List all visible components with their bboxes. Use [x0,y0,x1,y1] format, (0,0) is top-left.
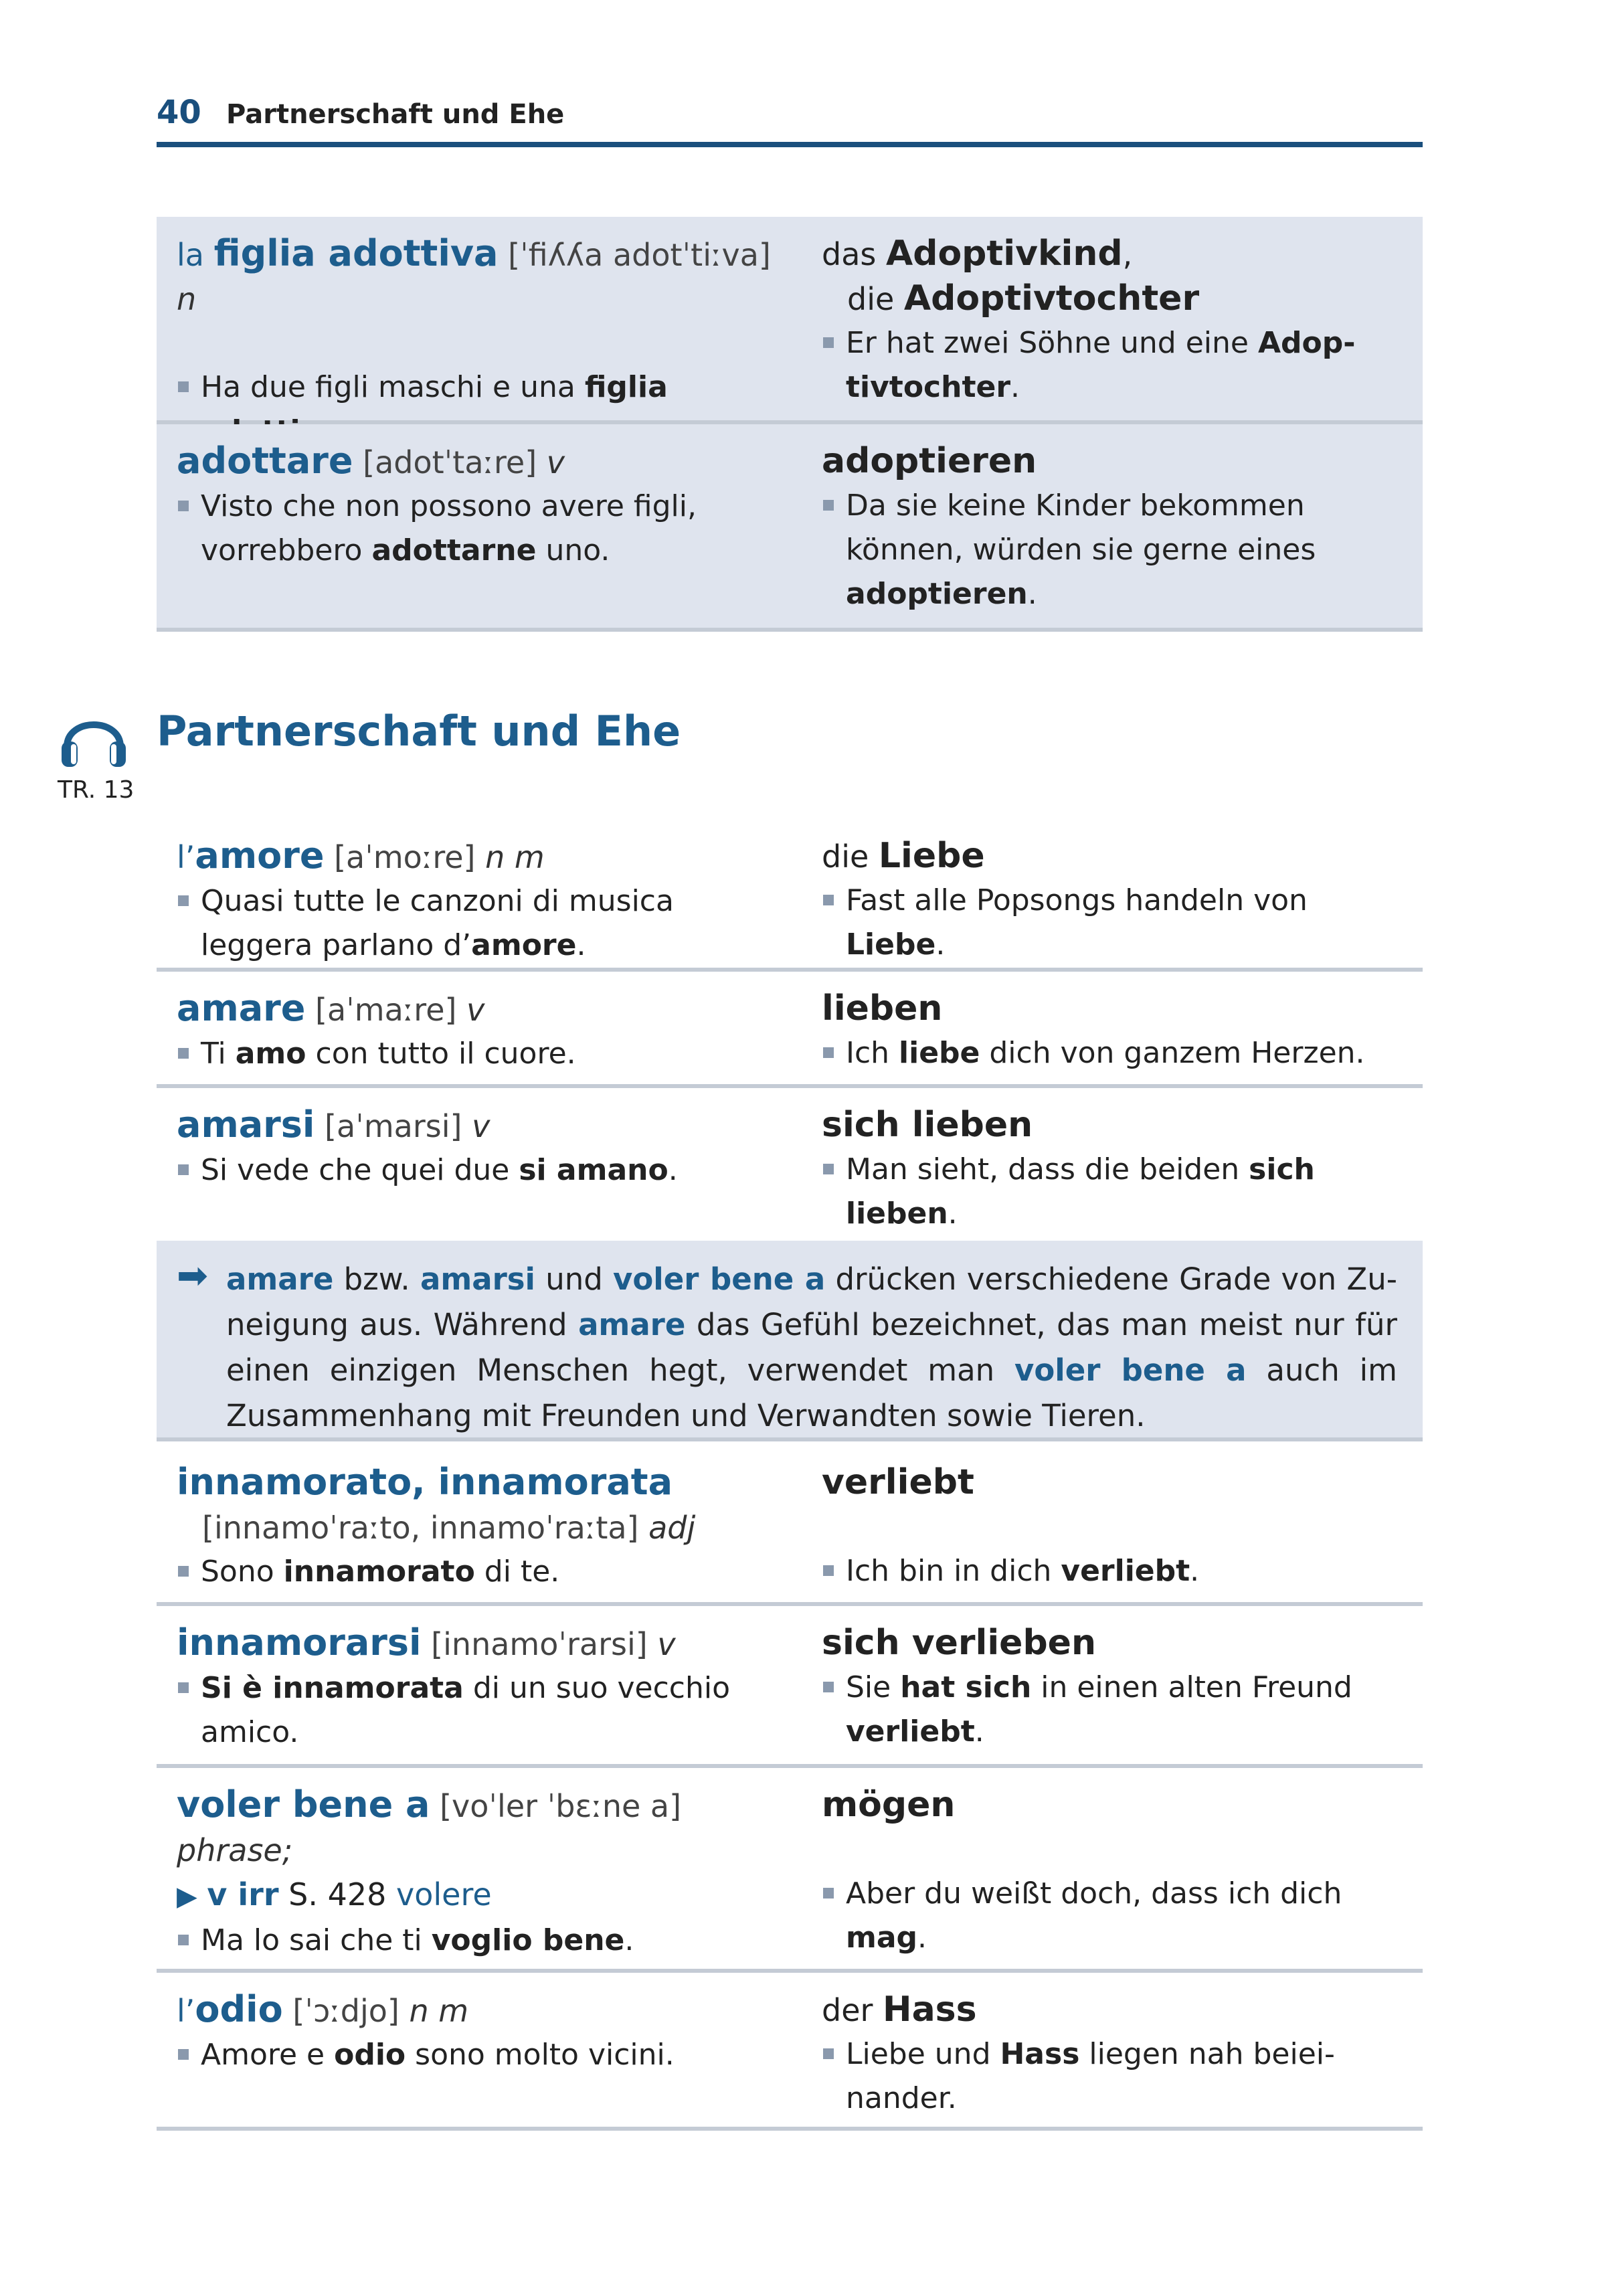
usage-note-text: amare bzw. amarsi und voler bene a drücken verschiedene Grade von Zuneigung aus. Während amare das Gefühl bezeichnet, das man meist nur für einen einzigen Menschen hegt, verwendet man voler bene a auch im Zusammenhang mit Freunden und Verwandten sowie Tieren. [226,1261,1398,1433]
example-italian: Ha due figli maschi e una figlia [177,365,779,454]
bullet-square-icon [823,1888,834,1898]
example-german: Fast alle Popsongs handeln von Liebe. [822,879,1411,967]
article: la [177,237,214,273]
entry-innamorarsi [157,1606,1423,1768]
entry-innamorato [157,1445,1423,1606]
pronunciation: [innamoˈraːto, innamoˈraːta] [202,1510,639,1546]
entry-italian [177,1103,779,1193]
cross-reference[interactable] [177,1872,779,1919]
entry-german: das Adoptivkind, die Adoptivtochter Er hat zwei Söhne und eine Adoptivtochter. [822,232,1411,410]
translation: sich verlieben [822,1623,1096,1663]
pronunciation: [aˈmoːre] [324,839,476,875]
entry-amarsi [157,1088,1423,1241]
example-italian: Amore e odio sono molto vicini. [177,2033,779,2077]
grammar-label: v [456,992,485,1028]
example-german: Ich liebe dich von ganzem Herzen. [822,1031,1411,1075]
entry-italian [177,232,779,454]
example-italian: Si vede che quei due si amano. [177,1148,779,1193]
bullet-square-icon [178,1164,189,1175]
entry-german [822,986,1411,1075]
entry-german [822,834,1411,967]
entry-amare [157,972,1423,1088]
bullet-square-icon [823,1047,834,1058]
entry-german [822,1103,1411,1236]
headword: innamorato, innamorata [177,1461,673,1503]
entry-italian [177,1988,779,2077]
headword: amore [195,834,325,877]
entry-german [822,1783,1411,1960]
grammar-label: v [647,1626,676,1662]
grammar-label: phrase; [177,1832,293,1868]
bullet-square-icon [823,2048,834,2059]
bullet-square-icon [178,2049,189,2060]
grammar-label: v [537,444,565,480]
entry-odio [157,1973,1423,2131]
entry-italian [177,1621,779,1755]
example-german: Ich bin in dich verliebt. [822,1549,1411,1593]
grammar-label: n [177,281,197,317]
reference-page: S. 428 [278,1876,397,1913]
track-label: TR. 13 [58,776,135,804]
example-german: Da sie keine Kinder bekommen können, würden sie gerne eines adoptieren. [822,484,1411,616]
entry-italian [177,1783,779,1963]
translation: Adoptivtochter [903,278,1200,319]
bullet-square-icon [823,895,834,905]
example-italian: Quasi tutte le canzoni di musica leggera parlano d’amore. [177,879,779,968]
article: l’ [177,839,195,875]
headword: odio [195,1988,283,2030]
entry-voler-bene-a [157,1768,1423,1973]
headword: adottare [177,440,353,482]
entry-italian [177,986,779,1076]
example-italian: Visto che non possono avere figli, vorrebbero adottarne uno. [177,484,779,573]
bullet-square-icon [178,381,189,392]
bullet-square-icon [823,1682,834,1692]
entry-figlia-adottiva [157,217,1423,424]
article: l’ [177,1993,195,2029]
running-title: Partnerschaft und Ehe [226,99,565,130]
example-german: Sie hat sich in einen alten Freund verliebt. [822,1666,1411,1754]
article: die [822,838,879,875]
grammar-label: adj [638,1510,696,1546]
pronunciation: [aˈmarsi] [315,1108,462,1144]
headword: figlia adottiva [213,232,499,274]
pronunciation: [ˈɔːdjo] [282,1993,399,2029]
triangle-right-icon: ▶ [177,1881,197,1912]
grammar-label: n m [475,839,545,875]
reference-target[interactable]: volere [396,1876,492,1913]
pronunciation: [aˈmaːre] [305,992,457,1028]
pronunciation: [innamoˈrarsi] [421,1626,648,1662]
translation: Hass [883,1990,977,2030]
headword: innamorarsi [177,1621,422,1664]
usage-note [157,1241,1423,1441]
entry-german [822,1988,1411,2121]
entry-italian [177,439,779,573]
example-italian: Ma lo sai che ti voglio bene. [177,1919,779,1963]
entry-german [822,1460,1411,1593]
bullet-square-icon [823,500,834,511]
translation: Liebe [878,836,985,876]
bullet-square-icon [823,337,834,348]
entry-adottare [157,424,1423,632]
headword: amarsi [177,1103,315,1146]
example-german: Er hat zwei Söhne und eine Adoptivtochter. [822,321,1411,410]
example-italian: Ti amo con tutto il cuore. [177,1032,779,1076]
pronunciation: [voˈler ˈbɛːne a] [430,1788,682,1824]
bullet-square-icon [823,1164,834,1174]
translation: lieben [822,988,943,1029]
headword: amare [177,987,306,1029]
pronunciation: [ˈfiʎʎa adotˈtiːva] [498,237,771,273]
example-german: Liebe und Hass liegen nah beieinander. [822,2032,1411,2121]
bullet-square-icon [178,1682,189,1693]
entry-italian [177,1460,779,1594]
page-number: 40 [157,94,201,131]
article: das [822,236,886,272]
headphones-icon [58,703,130,770]
translation: adoptieren [822,441,1037,481]
bullet-square-icon [178,1566,189,1577]
example-italian: Sono innamorato di te. [177,1550,779,1594]
headword: voler bene a [177,1783,430,1826]
grammar-label: v [462,1108,490,1144]
bullet-square-icon [178,1048,189,1059]
example-german: Aber du weißt doch, dass ich dich mag. [822,1872,1411,1960]
entry-italian [177,834,779,968]
entry-amore [157,819,1423,972]
example-german: Man sieht, dass die beiden sich lieben. [822,1148,1411,1236]
entry-german [822,439,1411,616]
article: der [822,1992,883,2028]
bullet-square-icon [178,895,189,906]
bullet-square-icon [178,501,189,511]
pronunciation: [adotˈtaːre] [353,444,537,480]
article: die [847,281,904,317]
translation: sich lieben [822,1105,1033,1145]
section-heading: Partnerschaft und Ehe [157,707,681,756]
grammar-label: n m [399,1993,469,2029]
bullet-square-icon [178,1935,189,1945]
translation: Adoptivkind [885,234,1123,274]
bullet-square-icon [823,1565,834,1576]
reference-label: v irr [207,1876,279,1913]
page-header [157,94,1423,147]
example-italian: Si è innamorata di un suo vecchio amico. [177,1666,779,1755]
translation: verliebt [822,1462,974,1502]
arrow-right-icon: ➡ [177,1254,208,1298]
translation: mögen [822,1785,956,1825]
entry-german [822,1621,1411,1754]
